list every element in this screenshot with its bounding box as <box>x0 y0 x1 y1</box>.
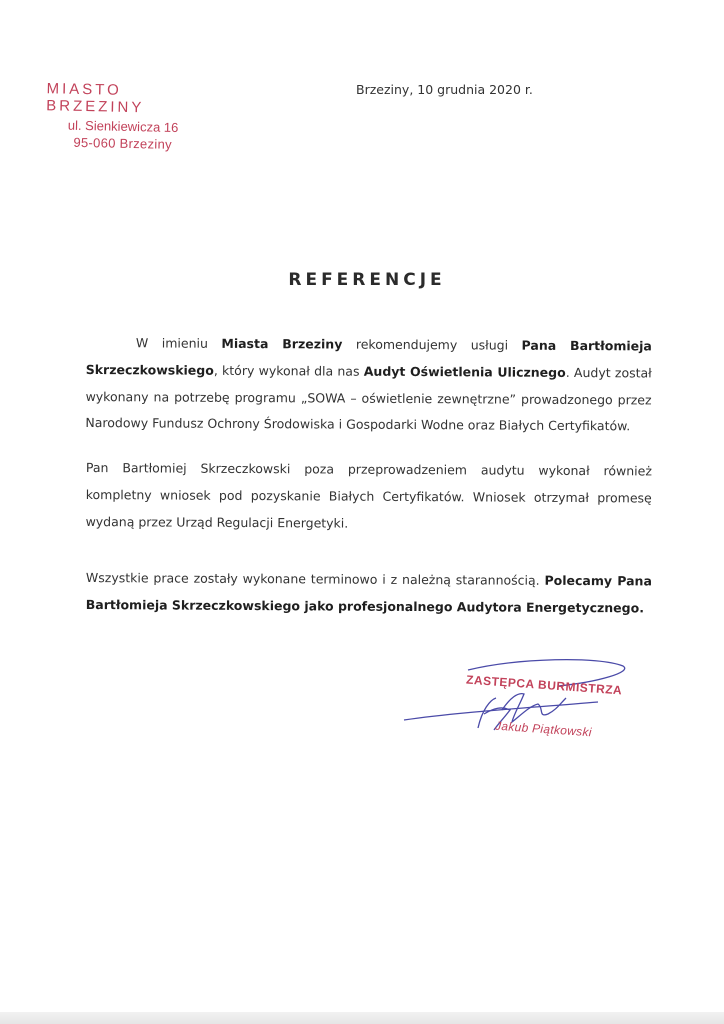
p1-text-3: , który wykonał dla nas <box>213 362 364 379</box>
stamp-street: ul. Sienkiewicza 16 <box>67 117 179 135</box>
paragraph-2: Pan Bartłomiej Skrzeczkowski poza przeprowadzeniem audytu wykonał również kompletny wniosek pod pozyskanie Białych Certyfikatów. Wniosek otrzymał promesę wydaną przez Urząd Regulacji Energetyki. <box>85 459 652 531</box>
p1-bold-2: Pana Bartłomieja Skrzeczkowskiego <box>85 337 652 378</box>
p1-text-2: rekomendujemy usługi <box>342 336 522 353</box>
paragraph-3 <box>86 565 652 622</box>
p1-text-1: W imieniu <box>135 335 222 351</box>
letter-date: Brzeziny, 10 grudnia 2020 r. <box>356 82 533 97</box>
signature-stamp-name: Jakub Piątkowski <box>494 718 593 740</box>
p1-text-4: . Audyt został wykonany na potrzebę programu „SOWA – oświetlenie zewnętrzne” prowadzonego przez Narodowy Fundusz Ochrony Środowiska i Gospodarki Wodne oraz Białych Certyfikatów. <box>85 364 652 434</box>
p3-text-1: Wszystkie prace zostały wykonane terminowo i z należną starannością. <box>85 569 545 588</box>
letter-title: REFERENCJE <box>288 270 446 290</box>
signature-stamp-title: ZASTĘPCA BURMISTRZA <box>465 672 623 698</box>
paragraph-1 <box>85 330 652 441</box>
city-stamp <box>45 80 216 153</box>
page-bottom-edge <box>0 1012 724 1024</box>
p1-bold-1: Miasta Brzeziny <box>221 335 343 352</box>
p3-bold-1: Polecamy Pana Bartłomieja Skrzeczkowskiego jako profesjonalnego Audytora Energetycznego. <box>85 572 652 616</box>
stamp-city-name: MIASTO BRZEZINY <box>46 80 145 117</box>
stamp-postcode: 95-060 Brzeziny <box>73 134 173 152</box>
p1-bold-3: Audyt Oświetlenia Ulicznego <box>363 363 566 380</box>
